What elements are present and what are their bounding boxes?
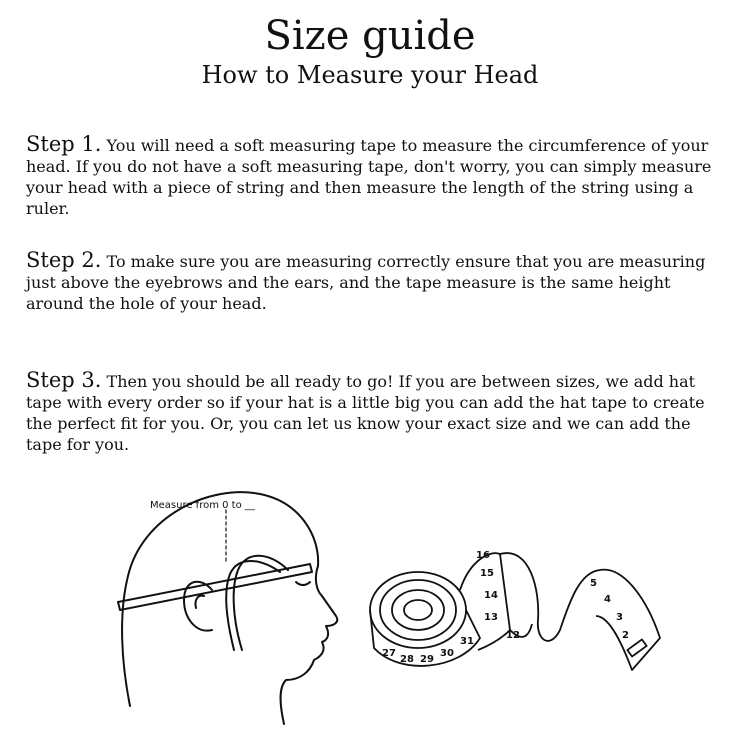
page-title: Size guide	[264, 13, 476, 59]
tape-number-13: 13	[484, 612, 498, 623]
step-3	[26, 370, 726, 455]
step-2-text: To make sure you are measuring correctly ensure that you are measuring just above the eyebrows and the ears, and the tape measure is the same height around the hole of your head.	[26, 252, 706, 313]
tape-number-31: 31	[460, 636, 474, 647]
tape-number-3: 3	[616, 612, 623, 623]
step-1-text: You will need a soft measuring tape to measure the circumference of your head. If you do not have a soft measuring tape, don't worry, you can simply measure your head with a piece of string and then measure the length of the string using a ruler.	[26, 136, 712, 218]
tape-number-4: 4	[604, 594, 611, 605]
step-1	[26, 134, 726, 219]
page-subtitle: How to Measure your Head	[201, 61, 539, 89]
tape-number-5: 5	[590, 578, 597, 589]
tape-number-16: 16	[476, 550, 490, 561]
tape-number-14: 14	[484, 590, 498, 601]
step-3-label: Step 3.	[26, 368, 102, 392]
head-caption: Measure from 0 to __	[150, 500, 255, 511]
tape-number-27: 27	[382, 648, 396, 659]
step-2-label: Step 2.	[26, 248, 102, 272]
tape-number-12: 12	[506, 630, 520, 641]
measuring-tape-illustration	[360, 520, 670, 680]
tape-number-15: 15	[480, 568, 494, 579]
tape-number-2: 2	[622, 630, 629, 641]
tape-number-28: 28	[400, 654, 414, 665]
step-1-label: Step 1.	[26, 132, 102, 156]
tape-number-30: 30	[440, 648, 454, 659]
tape-number-29: 29	[420, 654, 434, 665]
step-3-text: Then you should be all ready to go! If you are between sizes, we add hat tape with every order so if your hat is a little big you can add the hat tape to create the perfect fit for you. Or, you can let us know your exact size and we can add the tape for you.	[26, 372, 705, 454]
step-2	[26, 250, 726, 314]
